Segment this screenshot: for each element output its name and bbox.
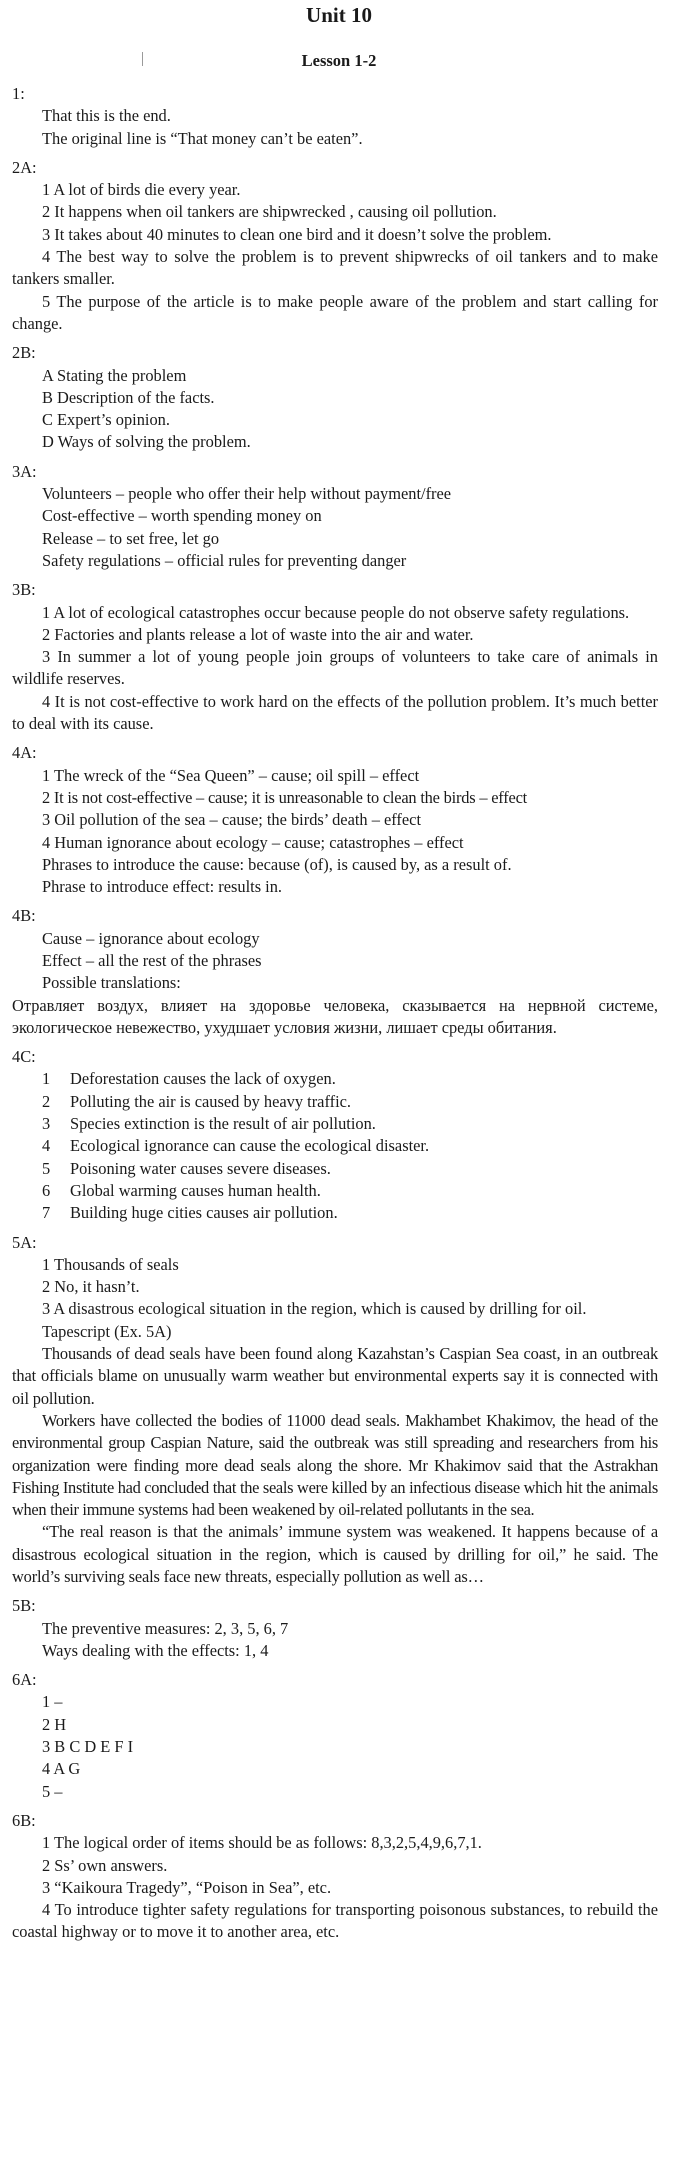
answer-line: 1 The wreck of the “Sea Queen” – cause; oil spill – effect	[42, 765, 420, 785]
answer-line: Phrase to introduce effect: results in.	[42, 877, 283, 897]
section-label: 3B:	[12, 580, 36, 600]
answer-paragraph: 2 It happens when oil tankers are shipwrecked , causing oil pollution.	[42, 202, 497, 222]
answer-line: Possible translations:	[42, 973, 181, 993]
section-4c	[12, 1046, 658, 1224]
item-number: 1	[42, 1069, 51, 1089]
answer-paragraph: 1 The logical order of items should be as follows: 8,3,2,5,4,9,6,7,1.	[42, 1833, 482, 1853]
answer-line: The original line is “That money can’t be eaten”.	[42, 128, 363, 148]
answer-paragraph: 4 The best way to solve the problem is to prevent shipwrecks of oil tankers and to make tankers smaller.	[12, 247, 658, 289]
answer-line: 2 It is not cost-effective – cause; it is unreasonable to clean the birds – effect	[42, 787, 528, 807]
unit-title: Unit 10	[306, 3, 372, 27]
vocabulary-line: Volunteers – people who offer their help without payment/free	[42, 484, 452, 504]
answer-line: 4 Human ignorance about ecology – cause; catastrophes – effect	[42, 832, 464, 852]
section-label: 3A:	[12, 461, 37, 481]
section-1	[12, 83, 658, 150]
section-label: 6A:	[12, 1670, 37, 1690]
section-label: 5A:	[12, 1232, 37, 1252]
item-number: 4	[42, 1136, 51, 1156]
answer-key	[12, 83, 658, 1951]
answer-paragraph: 4 To introduce tighter safety regulations for transporting poisonous substances, to rebuild the coastal highway or to move it to another area, etc.	[12, 1900, 658, 1942]
item-text: Ecological ignorance can cause the ecological disaster.	[70, 1136, 430, 1156]
item-text: Building huge cities causes air pollution.	[70, 1203, 338, 1223]
section-6b	[12, 1810, 658, 1944]
item-text: Deforestation causes the lack of oxygen.	[70, 1069, 336, 1089]
item-number: 3	[42, 1114, 51, 1134]
answer-line: Cause – ignorance about ecology	[42, 928, 260, 948]
tapescript-title: Tapescript (Ex. 5A)	[42, 1321, 172, 1341]
answer-line: 3 Oil pollution of the sea – cause; the birds’ death – effect	[42, 810, 421, 830]
answer-paragraph: 4 It is not cost-effective to work hard on the effects of the pollution problem. It’s much better to deal with its cause.	[12, 691, 658, 734]
section-4b	[12, 905, 658, 1039]
tapescript-paragraph: Workers have collected the bodies of 11000 dead seals. Makhambet Khakimov, the head of the environmental group Caspian Nature, said the outbreak was still spreading and researchers from his organization were finding more dead seals along the shore. Mr Khakimov said that the Astrakhan Fishing Institute had concluded that the seals were killed by an infectious disease which hit the animals when their immune systems had been weakened by oil-related pollutants in the sea.	[12, 1410, 658, 1520]
answer-paragraph: 3 In summer a lot of young people join groups of volunteers to take care of animals in wildlife reserves.	[12, 647, 658, 689]
section-label: 4B:	[12, 906, 36, 926]
answer-line: 3 B C D E F I	[42, 1737, 134, 1757]
list-item	[12, 1202, 658, 1224]
answer-line: That this is the end.	[42, 106, 171, 126]
translation-paragraph: Отравляет воздух, влияет на здоровье человека, сказывается на нервной системе, экологическое невежество, ухудшает условия жизни, лишает среды обитания.	[12, 995, 658, 1037]
list-item	[12, 1135, 658, 1157]
section-2b	[12, 342, 658, 453]
item-number: 6	[42, 1180, 51, 1200]
answer-paragraph: 5 The purpose of the article is to make people aware of the problem and start calling for change.	[12, 291, 658, 333]
answer-paragraph: 2 Factories and plants release a lot of waste into the air and water.	[42, 624, 474, 644]
list-item	[12, 1113, 658, 1135]
section-label: 1:	[12, 84, 25, 103]
answer-paragraph: 1 A lot of ecological catastrophes occur because people do not observe safety regulations.	[42, 602, 630, 622]
item-text: Species extinction is the result of air pollution.	[70, 1114, 376, 1134]
item-number: 2	[42, 1091, 51, 1111]
section-2a	[12, 157, 658, 335]
answer-line: C Expert’s opinion.	[42, 410, 170, 430]
section-label: 5B:	[12, 1596, 36, 1616]
answer-line: 2 H	[42, 1714, 67, 1734]
item-number: 7	[42, 1203, 51, 1223]
item-text: Poisoning water causes severe diseases.	[70, 1158, 331, 1178]
answer-paragraph: 3 A disastrous ecological situation in the region, which is caused by drilling for oil.	[42, 1299, 587, 1319]
list-item	[12, 1091, 658, 1113]
answer-paragraph: 1 A lot of birds die every year.	[42, 180, 241, 200]
vocabulary-line: Cost-effective – worth spending money on	[42, 506, 322, 526]
list-item	[12, 1158, 658, 1180]
answer-line: D Ways of solving the problem.	[42, 432, 251, 452]
section-label: 4C:	[12, 1047, 36, 1067]
answer-line: 1 Thousands of seals	[42, 1254, 179, 1274]
lesson-title: Lesson 1-2	[301, 51, 377, 70]
item-text: Global warming causes human health.	[70, 1180, 321, 1200]
answer-line: 2 No, it hasn’t.	[42, 1277, 140, 1297]
answer-line: Phrases to introduce the cause: because (of), is caused by, as a result of.	[42, 854, 512, 874]
tapescript-paragraph: Thousands of dead seals have been found along Kazahstan’s Caspian Sea coast, in an outbreak that officials blame on unusually warm weather but environmental experts say it is connected with oil pollution.	[12, 1344, 658, 1408]
section-label: 4A:	[12, 743, 37, 763]
answer-paragraph: 3 “Kaikoura Tragedy”, “Poison in Sea”, etc.	[42, 1877, 332, 1897]
answer-paragraph: 3 It takes about 40 minutes to clean one bird and it doesn’t solve the problem.	[42, 224, 552, 244]
answer-line: The preventive measures: 2, 3, 5, 6, 7	[42, 1618, 289, 1638]
answer-line: 1 –	[42, 1692, 63, 1712]
answer-line: Effect – all the rest of the phrases	[42, 950, 262, 970]
section-6a	[12, 1669, 658, 1803]
tapescript-paragraph: “The real reason is that the animals’ immune system was weakened. It happens because of a disastrous ecological situation in the region, which is caused by drilling for oil,” he said. The world’s surviving seals face new threats, especially pollution as well as…	[12, 1522, 658, 1586]
list-item	[12, 1068, 658, 1090]
answer-line: B Description of the facts.	[42, 387, 215, 407]
answer-line: Ways dealing with the effects: 1, 4	[42, 1640, 269, 1660]
section-3a	[12, 461, 658, 572]
vocabulary-line: Release – to set free, let go	[42, 528, 220, 548]
section-3b	[12, 579, 658, 735]
list-item	[12, 1180, 658, 1202]
section-label: 2B:	[12, 343, 36, 363]
section-4a	[12, 742, 658, 898]
item-number: 5	[42, 1158, 51, 1178]
answer-paragraph: 2 Ss’ own answers.	[42, 1855, 168, 1875]
section-label: 6B:	[12, 1810, 36, 1830]
section-label: 2A:	[12, 157, 37, 177]
answer-line: 5 –	[42, 1781, 63, 1801]
vocabulary-line: Safety regulations – official rules for preventing danger	[42, 550, 407, 570]
section-5a	[12, 1232, 658, 1589]
item-text: Polluting the air is caused by heavy traffic.	[70, 1091, 351, 1111]
answer-line: A Stating the problem	[42, 365, 187, 385]
answer-line: 4 A G	[42, 1759, 81, 1779]
section-5b	[12, 1595, 658, 1662]
